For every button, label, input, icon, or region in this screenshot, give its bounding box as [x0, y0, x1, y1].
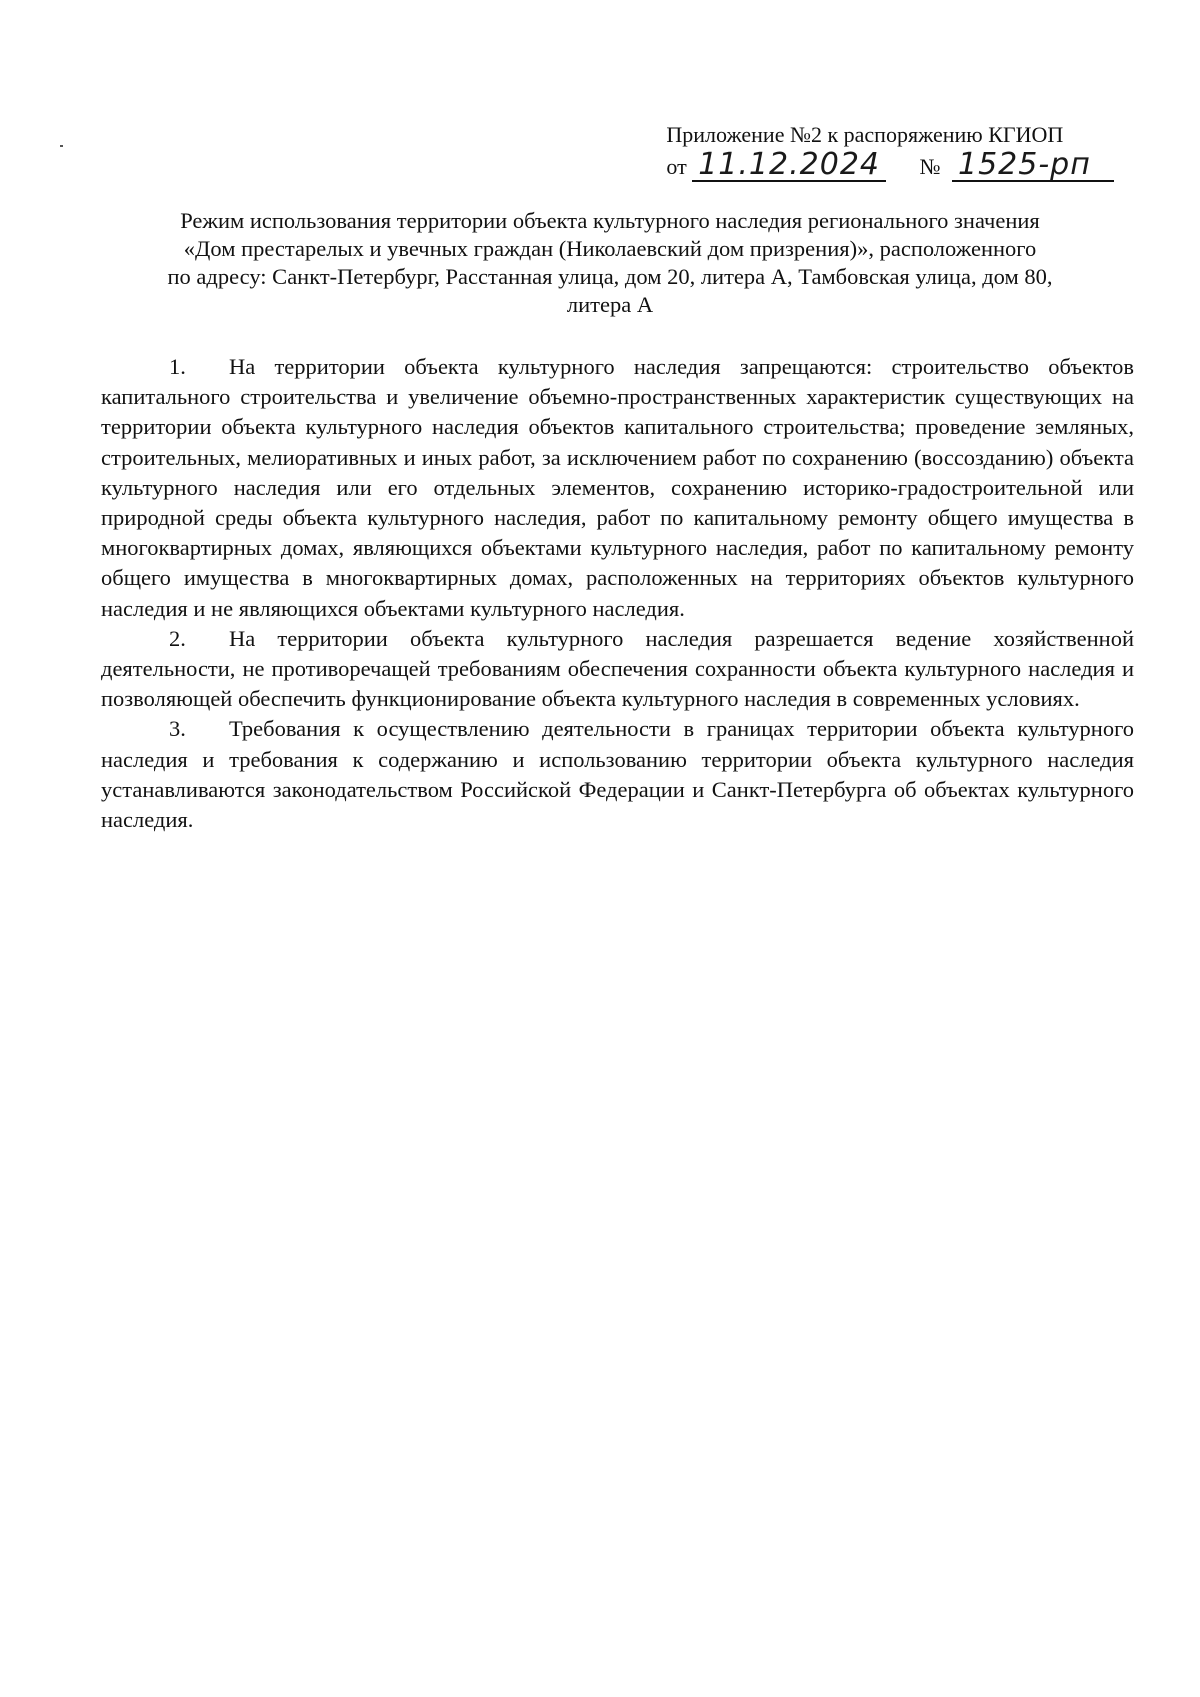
document-title: [110, 207, 1110, 319]
appendix-date-number-line: [666, 147, 1114, 182]
paragraph-number: 3.: [169, 716, 186, 742]
paragraph-3: [101, 714, 1134, 835]
title-line-4: литера А: [566, 292, 654, 317]
title-line-1: Режим использования территории объекта культурного наследия регионального значения: [180, 208, 1040, 233]
handwritten-order-number: 1525-рп: [952, 150, 1114, 182]
scan-speck: [60, 145, 63, 147]
title-line-3: по адресу: Санкт-Петербург, Расстанная улица, дом 20, литера А, Тамбовская улица, дом 80,: [167, 264, 1053, 289]
number-sign: №: [919, 154, 941, 179]
paragraph-text: Требования к осуществлению деятельности в границах территории объекта культурного наследия и требования к содержанию и использованию территории объекта культурного наследия устанавливаются законодательством Российской Федерации и Санкт-Петербурга об объектах культурного наследия.: [101, 716, 1134, 833]
paragraph-number: 1.: [169, 354, 186, 379]
date-prefix: от: [666, 154, 687, 179]
title-line-2: «Дом престарелых и увечных граждан (Николаевский дом призрения)», расположенного: [183, 236, 1037, 261]
paragraph-text: На территории объекта культурного наследия запрещаются: строительство объектов капитального строительства и увеличение объемно-пространственных характеристик существующих на территории объекта культурного наследия объектов капитального строительства; проведение земляных, строительных, мелиоративных и иных работ, за исключением работ по сохранению (воссозданию) объекта культурного наследия или его отдельных элементов, сохранению историко-градостроительной или природной среды объекта культурного наследия, работ по капитальному ремонту общего имущества в многоквартирных домах, являющихся объектами культурного наследия, работ по капитальному ремонту общего имущества в многоквартирных домах, расположенных на территориях объектов культурного наследия и не являющихся объектами культурного наследия.: [101, 354, 1134, 621]
paragraph-text: На территории объекта культурного наследия разрешается ведение хозяйственной деятельности, не противоречащей требованиям обеспечения сохранности объекта культурного наследия и позволяющей обеспечить функционирование объекта культурного наследия в современных условиях.: [101, 625, 1134, 712]
paragraph-1: [101, 352, 1134, 624]
appendix-header: [666, 120, 1114, 182]
handwritten-date: 11.12.2024: [692, 150, 886, 182]
paragraph-number: 2.: [169, 625, 186, 651]
paragraph-2: [101, 624, 1134, 715]
appendix-title: Приложение №2 к распоряжению КГИОП: [666, 122, 1064, 147]
document-body: [101, 352, 1134, 835]
